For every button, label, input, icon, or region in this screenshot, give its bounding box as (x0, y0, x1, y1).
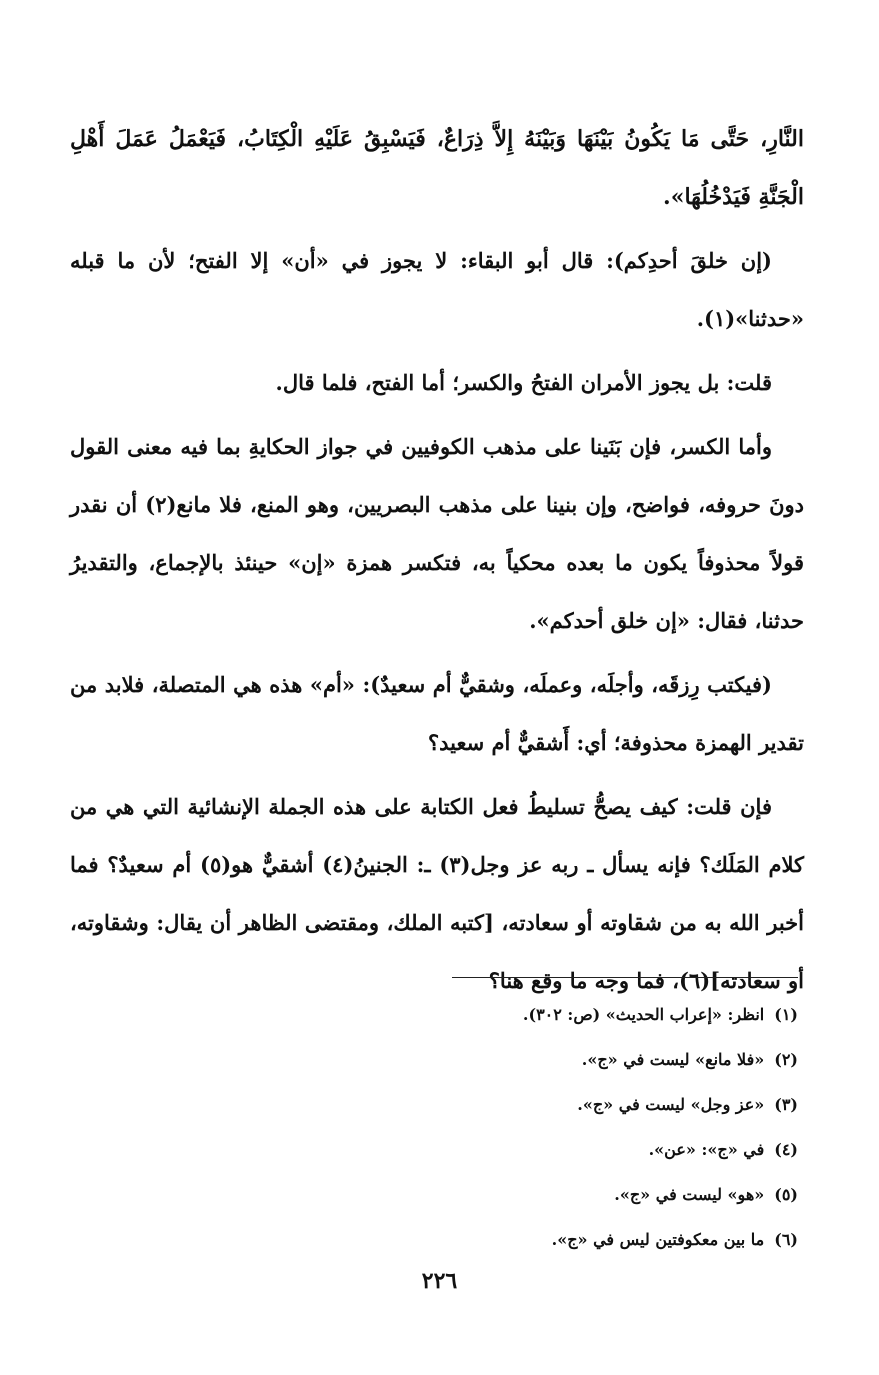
footnote-text: ما بين معكوفتين ليس في «ج». (551, 1230, 765, 1249)
footnote-item (70, 1172, 798, 1217)
footnote-text: في «ج»: «عن». (648, 1140, 765, 1159)
main-text (70, 110, 804, 1010)
commentary-paragraph: قلت: بل يجوز الأمران الفتحُ والكسر؛ أما الفتح، فلما قال. (275, 370, 772, 395)
footnote-divider (452, 977, 798, 978)
hadith-paragraph: النَّارِ، حَتَّى مَا يَكُونُ بَيْنَهَا وَبَيْنَهُ إِلاَّ ذِرَاعٌ، فَيَسْبِقُ عَلَيْهِ الْكِتَابُ، فَيَعْمَلُ عَمَلَ أَهْلِ الْجَنَّةِ فَيَدْخُلُهَا». (70, 126, 804, 210)
footnote-number: (٤) (774, 1140, 798, 1159)
footnote-number: (٣) (774, 1095, 798, 1114)
page-number: ٢٢٦ (421, 1268, 458, 1294)
footnotes-list (70, 992, 798, 1262)
footnote-text: انظر: «إعراب الحديث» (ص: ٣٠٢). (522, 1005, 765, 1024)
commentary-paragraph: وأما الكسر، فإن بَنَينا على مذهب الكوفيين في جواز الحكايةِ بما فيه معنى القول دونَ حروفه، فواضح، وإن بنينا على مذهب البصريين، وهو المنع، فلا مانع(٢) أن نقدر قولاً محذوفاً يكون ما بعده محكياً به، فتكسر همزة «إن» حينئذ بالإجماع، والتقديرُ حدثنا، فقال: «إن خلق أحدكم». (70, 434, 805, 633)
footnote-number: (٢) (774, 1050, 798, 1069)
footnote-text: «عز وجل» ليست في «ج». (577, 1095, 765, 1114)
footnote-text: «هو» ليست في «ج». (614, 1185, 765, 1204)
footnote-number: (٥) (774, 1185, 798, 1204)
footnote-item (70, 1082, 798, 1127)
footnote-item (70, 1217, 798, 1262)
footnote-item (70, 992, 798, 1037)
footnote-item (70, 1037, 798, 1082)
footnote-text: «فلا مانع» ليست في «ج». (581, 1050, 765, 1069)
commentary-paragraph: فإن قلت: كيف يصحُّ تسليطُ فعل الكتابة على هذه الجملة الإنشائية التي هي من كلام المَلَك؟ فإنه يسأل ـ ربه عز وجل(٣) ـ: الجنينُ(٤) أشقيٌّ هو(٥) أم سعيدٌ؟ فما أخبر الله به من شقاوته أو سعادته، [كتبه الملك، ومقتضى الظاهر أن يقال: وشقاوته، أو سعادته](٦)، فما وجه ما وقع هنا؟ (70, 794, 805, 993)
footnote-number: (١) (774, 1005, 798, 1024)
commentary-paragraph: (فيكتب رِزقَه، وأجلَه، وعملَه، وشقيٌّ أم سعيدٌ): «أم» هذه هي المتصلة، فلابد من تقدير الهمزة محذوفة؛ أي: أَشقيٌّ أم سعيد؟ (70, 672, 804, 755)
footnote-item (70, 1127, 798, 1172)
footnote-number: (٦) (774, 1230, 798, 1249)
commentary-paragraph: (إن خلقَ أحدِكم): قال أبو البقاء: لا يجوز في «أن» إلا الفتح؛ لأن ما قبله «حدثنا»(١). (70, 248, 804, 331)
